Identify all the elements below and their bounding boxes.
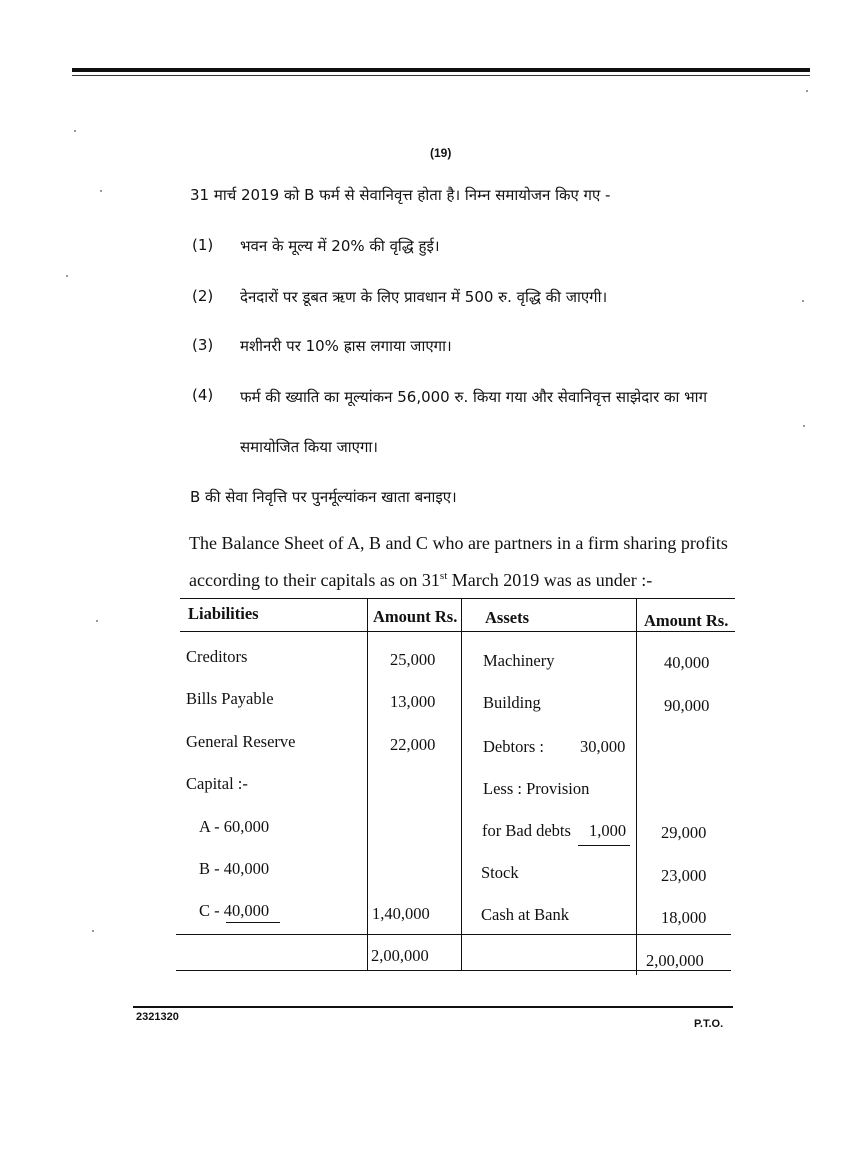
asset-stock: Stock [481,863,519,882]
amount-stock: 23,000 [661,866,707,885]
col-divider-2 [461,598,462,970]
header-amount-1: Amount Rs. [373,607,458,626]
scan-speck [803,425,805,427]
english-line-1: The Balance Sheet of A, B and C who are partners in a firm sharing profits [189,533,728,553]
scan-speck [100,190,102,192]
top-rule-thin [72,75,810,76]
total-assets: 2,00,000 [646,951,704,970]
item-3-number: (3) [192,336,214,354]
provision-underline [578,845,630,846]
amount-debtors-net: 29,000 [661,823,707,842]
amount-building: 90,000 [664,696,710,715]
header-assets: Assets [485,608,529,627]
top-rule [72,68,810,72]
scan-speck [806,90,808,92]
table-top-rule [180,598,735,599]
capital-a: A - 60,000 [199,817,270,836]
capital-c: C - 40,000 [199,901,270,920]
english-line-2: according to their capitals as on 31st March 2019 was as under :- [189,570,653,590]
liability-general-reserve: General Reserve [186,732,296,751]
item-4-continuation: समायोजित किया जाएगा। [240,438,378,456]
asset-less-provision: Less : Provision [483,779,590,798]
item-1-text: भवन के मूल्य में 20% की वृद्धि हुई। [240,237,440,255]
total-top-rule [176,934,731,935]
capital-c-underline [226,922,280,923]
asset-debtors: Debtors : [483,737,544,756]
item-2-number: (2) [192,287,214,305]
hindi-intro: 31 मार्च 2019 को B फर्म से सेवानिवृत्त होता है। निम्न समायोजन किए गए - [190,186,611,204]
scan-speck [96,620,98,622]
footer-rule [133,1006,733,1008]
item-4-text: फर्म की ख्याति का मूल्यांकन 56,000 रु. किया गया और सेवानिवृत्त साझेदार का भाग [240,388,708,406]
liability-creditors: Creditors [186,647,248,666]
total-bottom-rule [176,970,731,971]
item-3-text: मशीनरी पर 10% ह्रास लगाया जाएगा। [240,337,452,355]
asset-bad-debts: for Bad debts [482,821,571,840]
item-4-number: (4) [192,386,214,404]
scan-speck [74,130,76,132]
amount-general-reserve: 22,000 [390,735,436,754]
capital-b: B - 40,000 [199,859,270,878]
asset-building: Building [483,693,541,712]
asset-cash-at-bank: Cash at Bank [481,905,569,924]
liability-bills-payable: Bills Payable [186,689,274,708]
item-1-number: (1) [192,236,214,254]
scan-speck [66,275,68,277]
header-liabilities: Liabilities [188,604,259,623]
provision-amount: 1,000 [589,821,627,840]
item-2-text: देनदारों पर डूबत ऋण के लिए प्रावधान में 500 रु. वृद्धि की जाएगी। [240,288,608,306]
pto-label: P.T.O. [694,1018,724,1030]
col-divider-1 [367,598,368,970]
amount-cash: 18,000 [661,908,707,927]
amount-machinery: 40,000 [664,653,710,672]
debtors-amount: 30,000 [580,737,626,756]
scan-speck [92,930,94,932]
hindi-question: B की सेवा निवृत्ति पर पुनर्मूल्यांकन खाता बनाइए। [190,488,457,506]
liability-capital: Capital :- [186,774,248,793]
asset-machinery: Machinery [483,651,555,670]
paper-code: 2321320 [136,1011,179,1023]
col-divider-3 [636,598,637,975]
table-header-rule [180,631,735,632]
amount-capital-total: 1,40,000 [372,904,430,923]
amount-bills-payable: 13,000 [390,692,436,711]
header-amount-2: Amount Rs. [644,611,729,630]
page-number: (19) [430,146,452,160]
scan-speck [802,300,804,302]
total-liabilities: 2,00,000 [371,946,429,965]
amount-creditors: 25,000 [390,650,436,669]
